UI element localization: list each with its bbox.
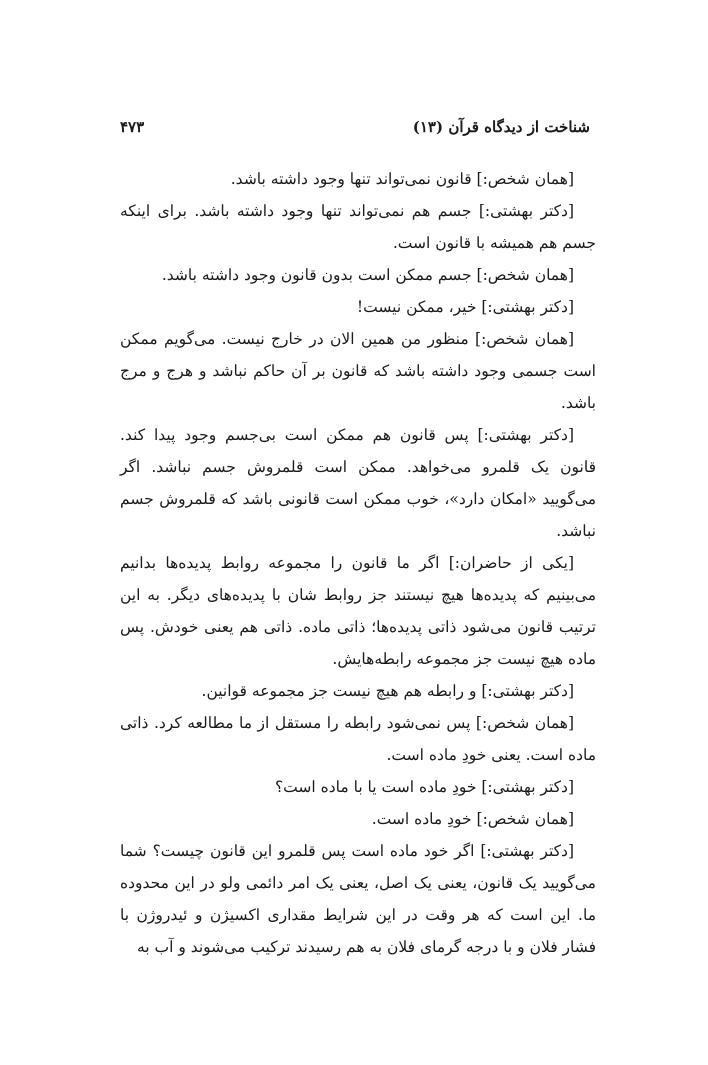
running-title: شناخت از دیدگاه قرآن (۱۳) — [412, 118, 590, 136]
paragraph: [یکی از حاضران:] اگر ما قانون را مجموعه روابط پدیده‌ها بدانیم می‌بینیم که پدیده‌ها هیچ نیستند جز روابط شان با پدیده‌های دیگر. به این ترتیب قانون می‌شود ذاتی پدیده‌ها؛ ذاتی ماده. ذاتی هم یعنی خودش. پس ماده هیچ نیست جز مجموعه رابطه‌هایش. — [120, 554, 596, 668]
paragraph: [همان شخص:] پس نمی‌شود رابطه را مستقل از ما مطالعه کرد. ذاتی ماده است. یعنی خودِ ماده است. — [120, 714, 596, 764]
paragraph: [دکتر بهشتی:] جسم هم نمی‌تواند تنها وجود داشته باشد. برای اینکه جسم هم همیشه با قانون است. — [120, 202, 596, 252]
body-text — [120, 163, 596, 963]
paragraph: [همان شخص:] خودِ ماده است. — [371, 810, 574, 828]
paragraph: [دکتر بهشتی:] و رابطه هم هیچ نیست جز مجموعه قوانین. — [201, 682, 574, 700]
paragraph: [دکتر بهشتی:] اگر خود ماده است پس قلمرو این قانون چیست؟ شما می‌گویید یک قانون، یعنی یک اصل، یعنی یک امر دائمی ولو در این محدوده ما. این است که هر وقت در این شرایط مقداری اکسیژن و ئیدروژن با فشار فلان و با درجه گرمای فلان به هم رسیدند ترکیب می‌شوند و آب به — [120, 842, 596, 956]
page-header — [120, 118, 590, 144]
paragraph: [دکتر بهشتی:] خیر، ممکن نیست! — [356, 298, 574, 316]
paragraph: [همان شخص:] قانون نمی‌تواند تنها وجود داشته باشد. — [230, 170, 574, 188]
paragraph: [همان شخص:] منظور من همین الان در خارج نیست. می‌گویم ممکن است جسمی وجود داشته باشد که قانون بر آن حاکم نباشد و هرج و مرج باشد. — [120, 330, 596, 412]
paragraph: [دکتر بهشتی:] پس قانون هم ممکن است بی‌جسم وجود پیدا کند. قانون یک قلمرو می‌خواهد. ممکن است قلمروش جسم نباشد. اگر می‌گویید «امکان دارد»، خوب ممکن است قانونی باشد که قلمروش جسم نباشد. — [120, 426, 596, 540]
page-number: ۴۷۳ — [120, 118, 145, 136]
paragraph: [همان شخص:] جسم ممکن است بدون قانون وجود داشته باشد. — [161, 266, 574, 284]
paragraph: [دکتر بهشتی:] خودِ ماده است یا با ماده است؟ — [274, 778, 574, 796]
